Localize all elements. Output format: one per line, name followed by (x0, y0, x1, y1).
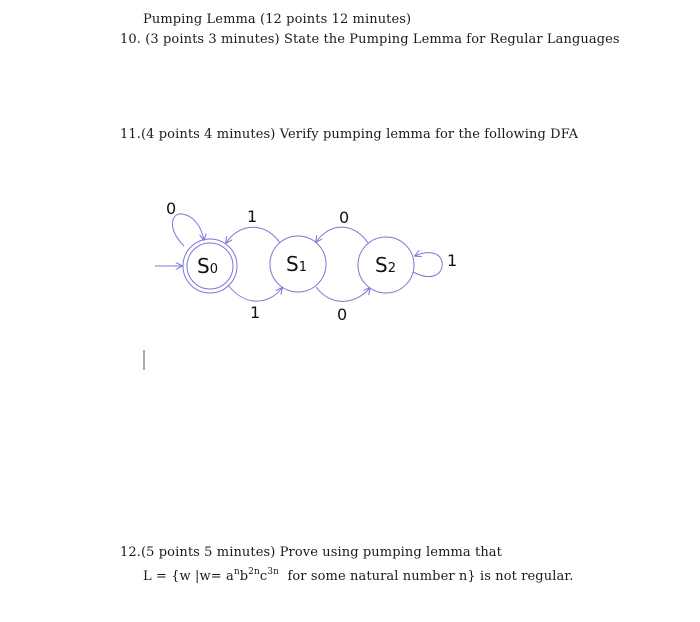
symbol-b: b (239, 569, 249, 584)
exponent-c: 3n (267, 567, 279, 577)
label-s0-s1: 1 (250, 303, 261, 322)
question-number: 11. (120, 127, 141, 142)
edge-s0-s1 (228, 285, 282, 301)
language-suffix: for some natural number n} is not regular. (283, 569, 574, 584)
exponent-b: 2n (248, 567, 260, 577)
label-s1-s0: 1 (247, 207, 258, 226)
question-text: State the Pumping Lemma for Regular Languages (283, 32, 620, 47)
question-meta: (4 points 4 minutes) (140, 127, 276, 142)
state-s1-label: S1 (286, 252, 307, 276)
question-meta: (5 points 5 minutes) (140, 545, 276, 560)
state-s2-label: S2 (375, 253, 396, 277)
language-definition (143, 569, 573, 584)
question-meta: (3 points 3 minutes) (145, 32, 280, 47)
edge-s1-s2 (316, 287, 370, 301)
question-number: 12. (120, 545, 141, 560)
question-text: Prove using pumping lemma that (279, 545, 502, 560)
edge-s1-s0 (226, 227, 280, 243)
label-s2-s2: 1 (447, 251, 458, 270)
label-s2-s1: 0 (339, 208, 350, 227)
section-title: Pumping Lemma (12 points 12 minutes) (143, 12, 412, 27)
exponent-a: n (233, 567, 240, 577)
symbol-c: c (259, 569, 268, 584)
question-12 (120, 545, 502, 560)
edge-s2-s2 (413, 253, 442, 277)
question-number: 10. (120, 32, 141, 47)
language-prefix: L = {w |w= a (143, 569, 234, 584)
question-text: Verify pumping lemma for the following DFA (279, 127, 579, 142)
label-s0-s0: 0 (166, 199, 177, 218)
text-cursor (143, 350, 145, 370)
edge-s2-s1 (316, 227, 368, 243)
state-s0-label: S0 (197, 254, 218, 278)
label-s1-s2: 0 (337, 305, 348, 324)
